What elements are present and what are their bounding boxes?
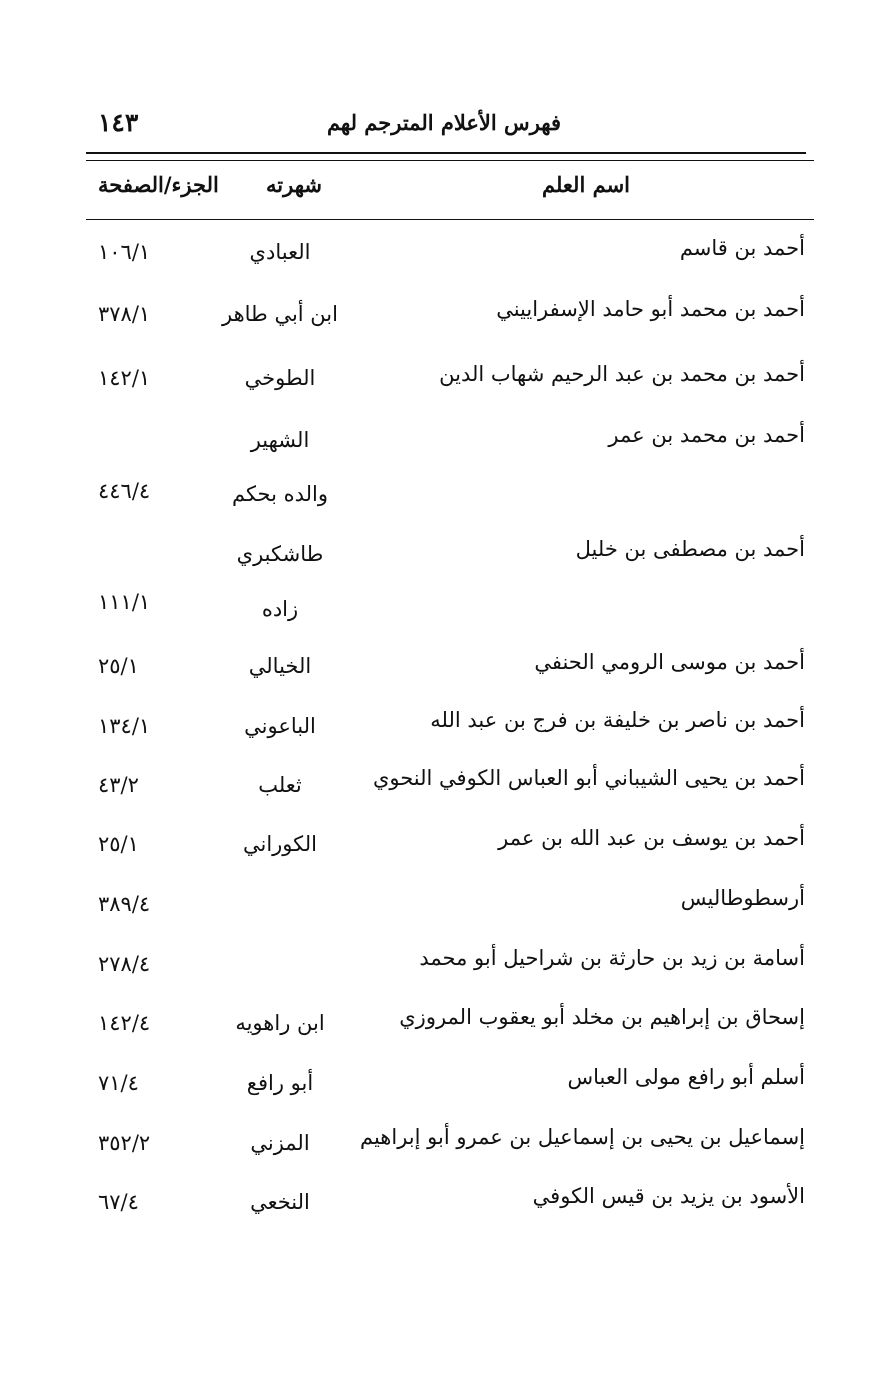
column-header-name: اسم العلم [541,172,630,197]
entry-fame: العبادي [249,240,311,264]
header-rule-thick [86,152,806,154]
entry-ref: ٢٥/١ [98,654,139,678]
entry-fame: المزني [250,1131,310,1155]
entry-fame: الخيالي [248,654,312,678]
entry-fame: ابن أبي طاهر [222,302,338,326]
entry-ref: ١٣٤/١ [98,714,151,738]
header-rule-thin [86,160,814,161]
entry-ref: ٤٣/٢ [98,773,139,797]
entry-name: أحمد بن قاسم [679,236,805,260]
entry-ref: ٤٤٦/٤ [98,479,151,503]
entry-name: أحمد بن محمد بن عمر [608,423,805,447]
entry-ref: ١٤٢/٤ [98,1011,151,1035]
entry-ref: ١١١/١ [98,590,151,614]
entry-fame: الكوراني [242,832,317,856]
entry-ref: ٣٥٢/٢ [98,1131,151,1155]
entry-fame: ابن راهويه [235,1011,325,1035]
entry-name: إسماعيل بن يحيى بن إسماعيل بن عمرو أبو إبراهيم [359,1125,805,1149]
entry-fame-continued: والده بحكم [231,482,329,506]
entry-fame: النخعي [250,1190,310,1214]
entry-name: الأسود بن يزيد بن قيس الكوفي [532,1184,805,1208]
entry-fame: الباعوني [244,714,316,738]
entry-name: أرسطوطاليس [680,886,805,910]
column-header-rule [86,219,814,220]
entry-name: أحمد بن يحيى الشيباني أبو العباس الكوفي النحوي [372,766,805,790]
entry-ref: ٢٥/١ [98,832,139,856]
entry-name: أسامة بن زيد بن حارثة بن شراحيل أبو محمد [419,946,805,970]
entry-name: أحمد بن موسى الرومي الحنفي [534,650,805,674]
entry-fame: الشهير [250,428,310,452]
column-header-ref: الجزء/الصفحة [98,172,219,197]
entry-name: إسحاق بن إبراهيم بن مخلد أبو يعقوب المروزي [399,1005,805,1029]
entry-fame: الطوخي [244,366,316,390]
entry-fame: ثعلب [258,773,302,797]
page-header-title: فهرس الأعلام المترجم لهم [326,110,561,135]
entry-fame: طاشكبري [236,542,324,566]
entry-name: أحمد بن محمد أبو حامد الإسفراييني [496,297,805,321]
entry-name: أحمد بن محمد بن عبد الرحيم شهاب الدين [439,362,805,386]
entry-ref: ١٠٦/١ [98,240,151,264]
entry-fame-continued: زاده [261,597,299,621]
entry-fame: أبو رافع [246,1071,314,1095]
entry-name: أحمد بن يوسف بن عبد الله بن عمر [498,826,805,850]
entry-name: أسلم أبو رافع مولى العباس [567,1065,805,1089]
entry-ref: ١٤٢/١ [98,366,151,390]
entry-ref: ٣٨٩/٤ [98,892,151,916]
page-number: ١٤٣ [98,108,139,137]
entry-ref: ٦٧/٤ [98,1190,139,1214]
column-header-fame: شهرته [266,172,322,197]
entry-ref: ٧١/٤ [98,1071,139,1095]
entry-ref: ٢٧٨/٤ [98,952,151,976]
entry-name: أحمد بن ناصر بن خليفة بن فرج بن عبد الله [430,708,805,732]
entry-ref: ٣٧٨/١ [98,302,151,326]
entry-name: أحمد بن مصطفى بن خليل [575,537,805,561]
